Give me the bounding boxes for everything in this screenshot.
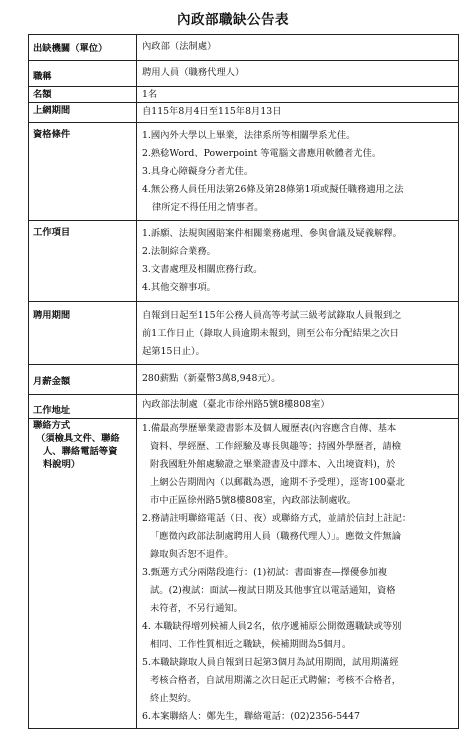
contact-item-continued: 資料、學經歷、工作經驗及專長與趣等；持國外學歷者，請檢	[150, 441, 402, 452]
contact-item: 6.本案聯絡人：鄭先生，聯絡電話：(02)2356-5447	[142, 711, 360, 722]
table-row-period	[29, 103, 459, 123]
qualification-item: 3.具身心障礙身分者尤佳。	[142, 166, 254, 177]
contact-item-continued: 附我國駐外館處驗證之畢業證書及中譯本、入出境資料)，於	[150, 459, 396, 470]
contact-item-continued: 上網公告期間內（以郵戳為憑，逾期不予受理），逕寄100臺北	[150, 477, 405, 488]
contact-item: 2.務請註明聯絡電話（日、夜）或聯絡方式，並請於信封上註記：	[142, 513, 412, 524]
contact-item-continued: 錄取與否恕不退件。	[150, 549, 234, 560]
contact-label-line: 料說明）	[43, 459, 81, 470]
contact-item-continued: 未符者，不另行通知。	[150, 603, 243, 614]
salary-value: 280薪點（新臺幣3萬8,948元）。	[137, 365, 459, 395]
table-row-agency	[29, 35, 459, 61]
contact-item-continued: 相同、工作性質相近之職缺，候補期間為5個月。	[150, 639, 352, 650]
period-label: 上網期間	[29, 103, 137, 123]
duty-item: 3.文書處理及相關庶務行政。	[142, 264, 263, 275]
employment-period-value	[137, 302, 459, 365]
qualifications-value	[137, 123, 459, 221]
page-title: 內政部職缺公告表	[177, 12, 289, 28]
table-row-salary	[29, 365, 459, 395]
contact-item: 4. 本職缺得增列候補人員2名，依序遞補原公開徵選職缺或等別	[142, 621, 402, 632]
employment-period-line: 前1工作日止（錄取人員逾期未報到，則至公布分配結果之次日	[142, 328, 399, 339]
salary-label: 月薪金額	[29, 365, 137, 395]
employment-period-label: 聘用期間	[29, 302, 137, 365]
table-row-address	[29, 395, 459, 419]
qualification-item-continued: 律所定不得任用之情事者。	[152, 202, 264, 213]
contact-item: 1.備最高學歷畢業證書影本及個人履歷表(內容應含自傳、基本	[142, 423, 397, 434]
address-value: 內政部法制處（臺北市徐州路5號8樓808室）	[137, 395, 459, 419]
contact-label-line: 人、聯絡電話等資	[43, 446, 118, 457]
contact-item: 3.甄選方式分兩階段進行：(1)初試：書面審查—擇優參加複	[142, 567, 388, 578]
contact-item-continued: 「應徵內政部法制處聘用人員（職務代理人）」。應徵文件無論	[150, 531, 402, 542]
qualification-item: 4.無公務人員任用法第26條及第28條第1項或擬任職務適用之法	[142, 184, 404, 195]
duty-item: 2.法制綜合業務。	[142, 246, 216, 257]
address-label: 工作地址	[29, 395, 137, 419]
qualification-item: 1.國內外大學以上畢業，法律系所等相關學系尤佳。	[142, 130, 356, 141]
job-announcement-table	[28, 34, 459, 729]
duties-value	[137, 221, 459, 302]
contact-label-line: 聯絡方式	[33, 420, 71, 431]
contact-value	[137, 419, 459, 729]
table-row-qualifications	[29, 123, 459, 221]
qualification-item: 2.熟稔Word、Powerpoint 等電腦文書應用軟體者尤佳。	[142, 148, 382, 159]
duty-item: 1.訴願、法規與國賠案件相關業務處理、參與會議及疑義解釋。	[142, 228, 402, 239]
position-label: 職稱	[29, 61, 137, 87]
table-row-duties	[29, 221, 459, 302]
contact-item-continued: 市中正區徐州路5號8樓808室，內政部法制處收。	[150, 495, 357, 506]
quota-label: 名額	[29, 87, 137, 103]
employment-period-line: 起第15日止）。	[142, 346, 205, 357]
contact-label-line: （須檢具文件、聯絡	[36, 433, 120, 444]
agency-label: 出缺機關（單位）	[29, 35, 137, 61]
contact-item-continued: 考核合格者，自試用期滿之次日起正式聘僱；考核不合格者，	[150, 675, 402, 686]
table-row-position	[29, 61, 459, 87]
contact-item-continued: 試。(2)複試：面試—複試日期及其他事宜以電話通知，資格	[150, 585, 396, 596]
table-row-contact	[29, 419, 459, 729]
contact-item-continued: 終止契約。	[150, 693, 197, 704]
contact-label	[29, 419, 137, 729]
qualifications-label: 資格條件	[29, 123, 137, 221]
quota-value: 1名	[137, 87, 459, 103]
position-value: 聘用人員（職務代理人）	[137, 61, 459, 87]
duties-label: 工作項目	[29, 221, 137, 302]
duty-item: 4.其他交辦事項。	[142, 282, 216, 293]
agency-value: 內政部（法制處）	[137, 35, 459, 61]
table-row-quota	[29, 87, 459, 103]
contact-item: 5.本職缺錄取人員自報到日起第3個月為試用期間，試用期滿經	[142, 657, 399, 668]
period-value: 自115年8月4日至115年8月13日	[137, 103, 459, 123]
employment-period-line: 自報到日起至115年公務人員高等考試三級考試錄取人員報到之	[142, 310, 402, 321]
table-row-employment-period	[29, 302, 459, 365]
